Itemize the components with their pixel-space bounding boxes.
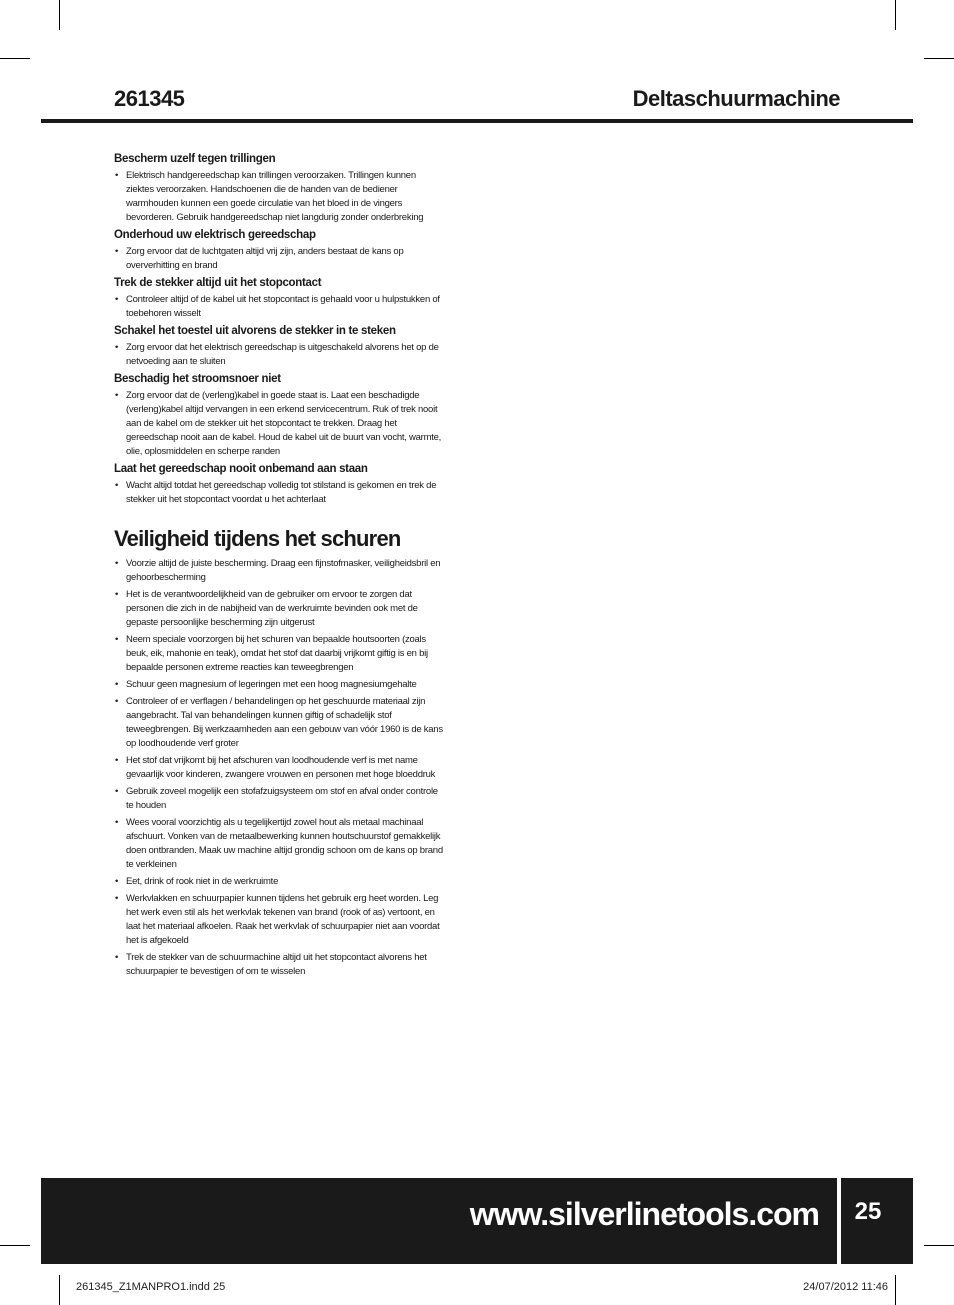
list-item: • Het stof dat vrijkomt bij het afschuren van loodhoudende verf is met name gevaarlijk voor kinderen, zwangere vrouwen en personen met hoge bloeddruk xyxy=(114,754,444,782)
sanding-bullet-list xyxy=(114,557,444,979)
file-slug: 261345_Z1MANPRO1.indd 25 xyxy=(76,1281,226,1293)
list-item: • Voorzie altijd de juiste bescherming. Draag een fijnstofmasker, veiligheidsbril en gehoorbescherming xyxy=(114,557,444,585)
list-item: • Eet, drink of rook niet in de werkruimte xyxy=(114,875,444,889)
bullet-list xyxy=(114,341,444,369)
list-item: • Zorg ervoor dat de (verleng)kabel in goede staat is. Laat een beschadigde (verleng)kabel altijd vervangen in een erkend servicecentrum. Ruk of trek nooit aan de kabel om de stekker uit het stopcontact te trekken. Draag het gereedschap nooit aan de kabel. Houd de kabel uit de buurt van vocht, warmte, olie, oplosmiddelen en scherpe randen xyxy=(114,389,444,459)
section-heading: Laat het gereedschap nooit onbemand aan staan xyxy=(114,463,368,475)
bullet-list xyxy=(114,389,444,459)
website-url[interactable]: www.silverlinetools.com xyxy=(469,1196,819,1232)
crop-mark xyxy=(895,0,896,30)
list-item: • Controleer altijd of de kabel uit het stopcontact is gehaald voor u hulpstukken of toebehoren wisselt xyxy=(114,293,444,321)
crop-mark xyxy=(924,1245,954,1246)
content-column xyxy=(114,152,444,982)
footer-bar xyxy=(41,1178,837,1264)
list-item: • Wacht altijd totdat het gereedschap volledig tot stilstand is gekomen en trek de stekker uit het stopcontact voordat u het achterlaat xyxy=(114,479,444,507)
list-item: • Neem speciale voorzorgen bij het schuren van bepaalde houtsoorten (zoals beuk, eik, mahonie en teak), omdat het stof dat daarbij vrijkomt giftig is en bij bepaalde personen extreme reacties kan teweegbrengen xyxy=(114,633,444,675)
crop-mark xyxy=(0,58,30,59)
list-item: • Elektrisch handgereedschap kan trillingen veroorzaken. Trillingen kunnen ziektes veroorzaken. Handschoenen die de handen van de bediener warmhouden kunnen een goede circulatie van het bloed in de vingers bevorderen. Gebruik handgereedschap niet langdurig zonder onderbreking xyxy=(114,169,444,225)
list-item: • Schuur geen magnesium of legeringen met een hoog magnesiumgehalte xyxy=(114,678,444,692)
crop-mark xyxy=(895,1275,896,1305)
list-item: • Gebruik zoveel mogelijk een stofafzuigsysteem om stof en afval onder controle te houden xyxy=(114,785,444,813)
section-heading: Schakel het toestel uit alvorens de stekker in te steken xyxy=(114,325,396,337)
page-title: Deltaschuurmachine xyxy=(632,86,840,111)
crop-mark xyxy=(0,1245,30,1246)
list-item: • Het is de verantwoordelijkheid van de gebruiker om ervoor te zorgen dat personen die zich in de nabijheid van de werkruimte bevinden ook met de gepaste persoonlijke bescherming zijn uitgerust xyxy=(114,588,444,630)
product-code: 261345 xyxy=(114,86,185,111)
section-heading: Bescherm uzelf tegen trillingen xyxy=(114,153,276,165)
list-item: • Controleer of er verflagen / behandelingen op het geschuurde materiaal zijn aangebracht. Tal van behandelingen kunnen giftig of schadelijk stof teweegbrengen. Bij werkzaamheden aan een gebouw van vóór 1960 is de kans op loodhoudende verf groter xyxy=(114,695,444,751)
crop-mark xyxy=(59,0,60,30)
section-heading: Onderhoud uw elektrisch gereedschap xyxy=(114,229,316,241)
bullet-list xyxy=(114,169,444,225)
bullet-list xyxy=(114,293,444,321)
date-slug: 24/07/2012 11:46 xyxy=(803,1281,888,1293)
sanding-safety-heading: Veiligheid tijdens het schuren xyxy=(114,526,401,551)
list-item: • Zorg ervoor dat de luchtgaten altijd vrij zijn, anders bestaat de kans op oververhitting en brand xyxy=(114,245,444,273)
page-number: 25 xyxy=(854,1198,882,1225)
section-heading: Beschadig het stroomsnoer niet xyxy=(114,373,281,385)
crop-mark xyxy=(924,58,954,59)
page-number-box xyxy=(841,1178,913,1264)
list-item: • Zorg ervoor dat het elektrisch gereedschap is uitgeschakeld alvorens het op de netvoeding aan te sluiten xyxy=(114,341,444,369)
list-item: • Wees vooral voorzichtig als u tegelijkertijd zowel hout als metaal machinaal afschuurt. Vonken van de metaalbewerking kunnen houtschuurstof gemakkelijk doen ontbranden. Maak uw machine altijd grondig schoon om de kans op brand te verkleinen xyxy=(114,816,444,872)
header-rule xyxy=(41,119,913,123)
list-item: • Werkvlakken en schuurpapier kunnen tijdens het gebruik erg heet worden. Leg het werk even stil als het werkvlak tekenen van brand (rook of as) vertoont, en laat het materiaal afkoelen. Raak het werkvlak of schuurpapier niet aan voordat het is afgekoeld xyxy=(114,892,444,948)
crop-mark xyxy=(59,1275,60,1305)
section-heading: Trek de stekker altijd uit het stopcontact xyxy=(114,277,322,289)
bullet-list xyxy=(114,245,444,273)
list-item: • Trek de stekker van de schuurmachine altijd uit het stopcontact alvorens het schuurpapier te bevestigen of om te wisselen xyxy=(114,951,444,979)
bullet-list xyxy=(114,479,444,507)
